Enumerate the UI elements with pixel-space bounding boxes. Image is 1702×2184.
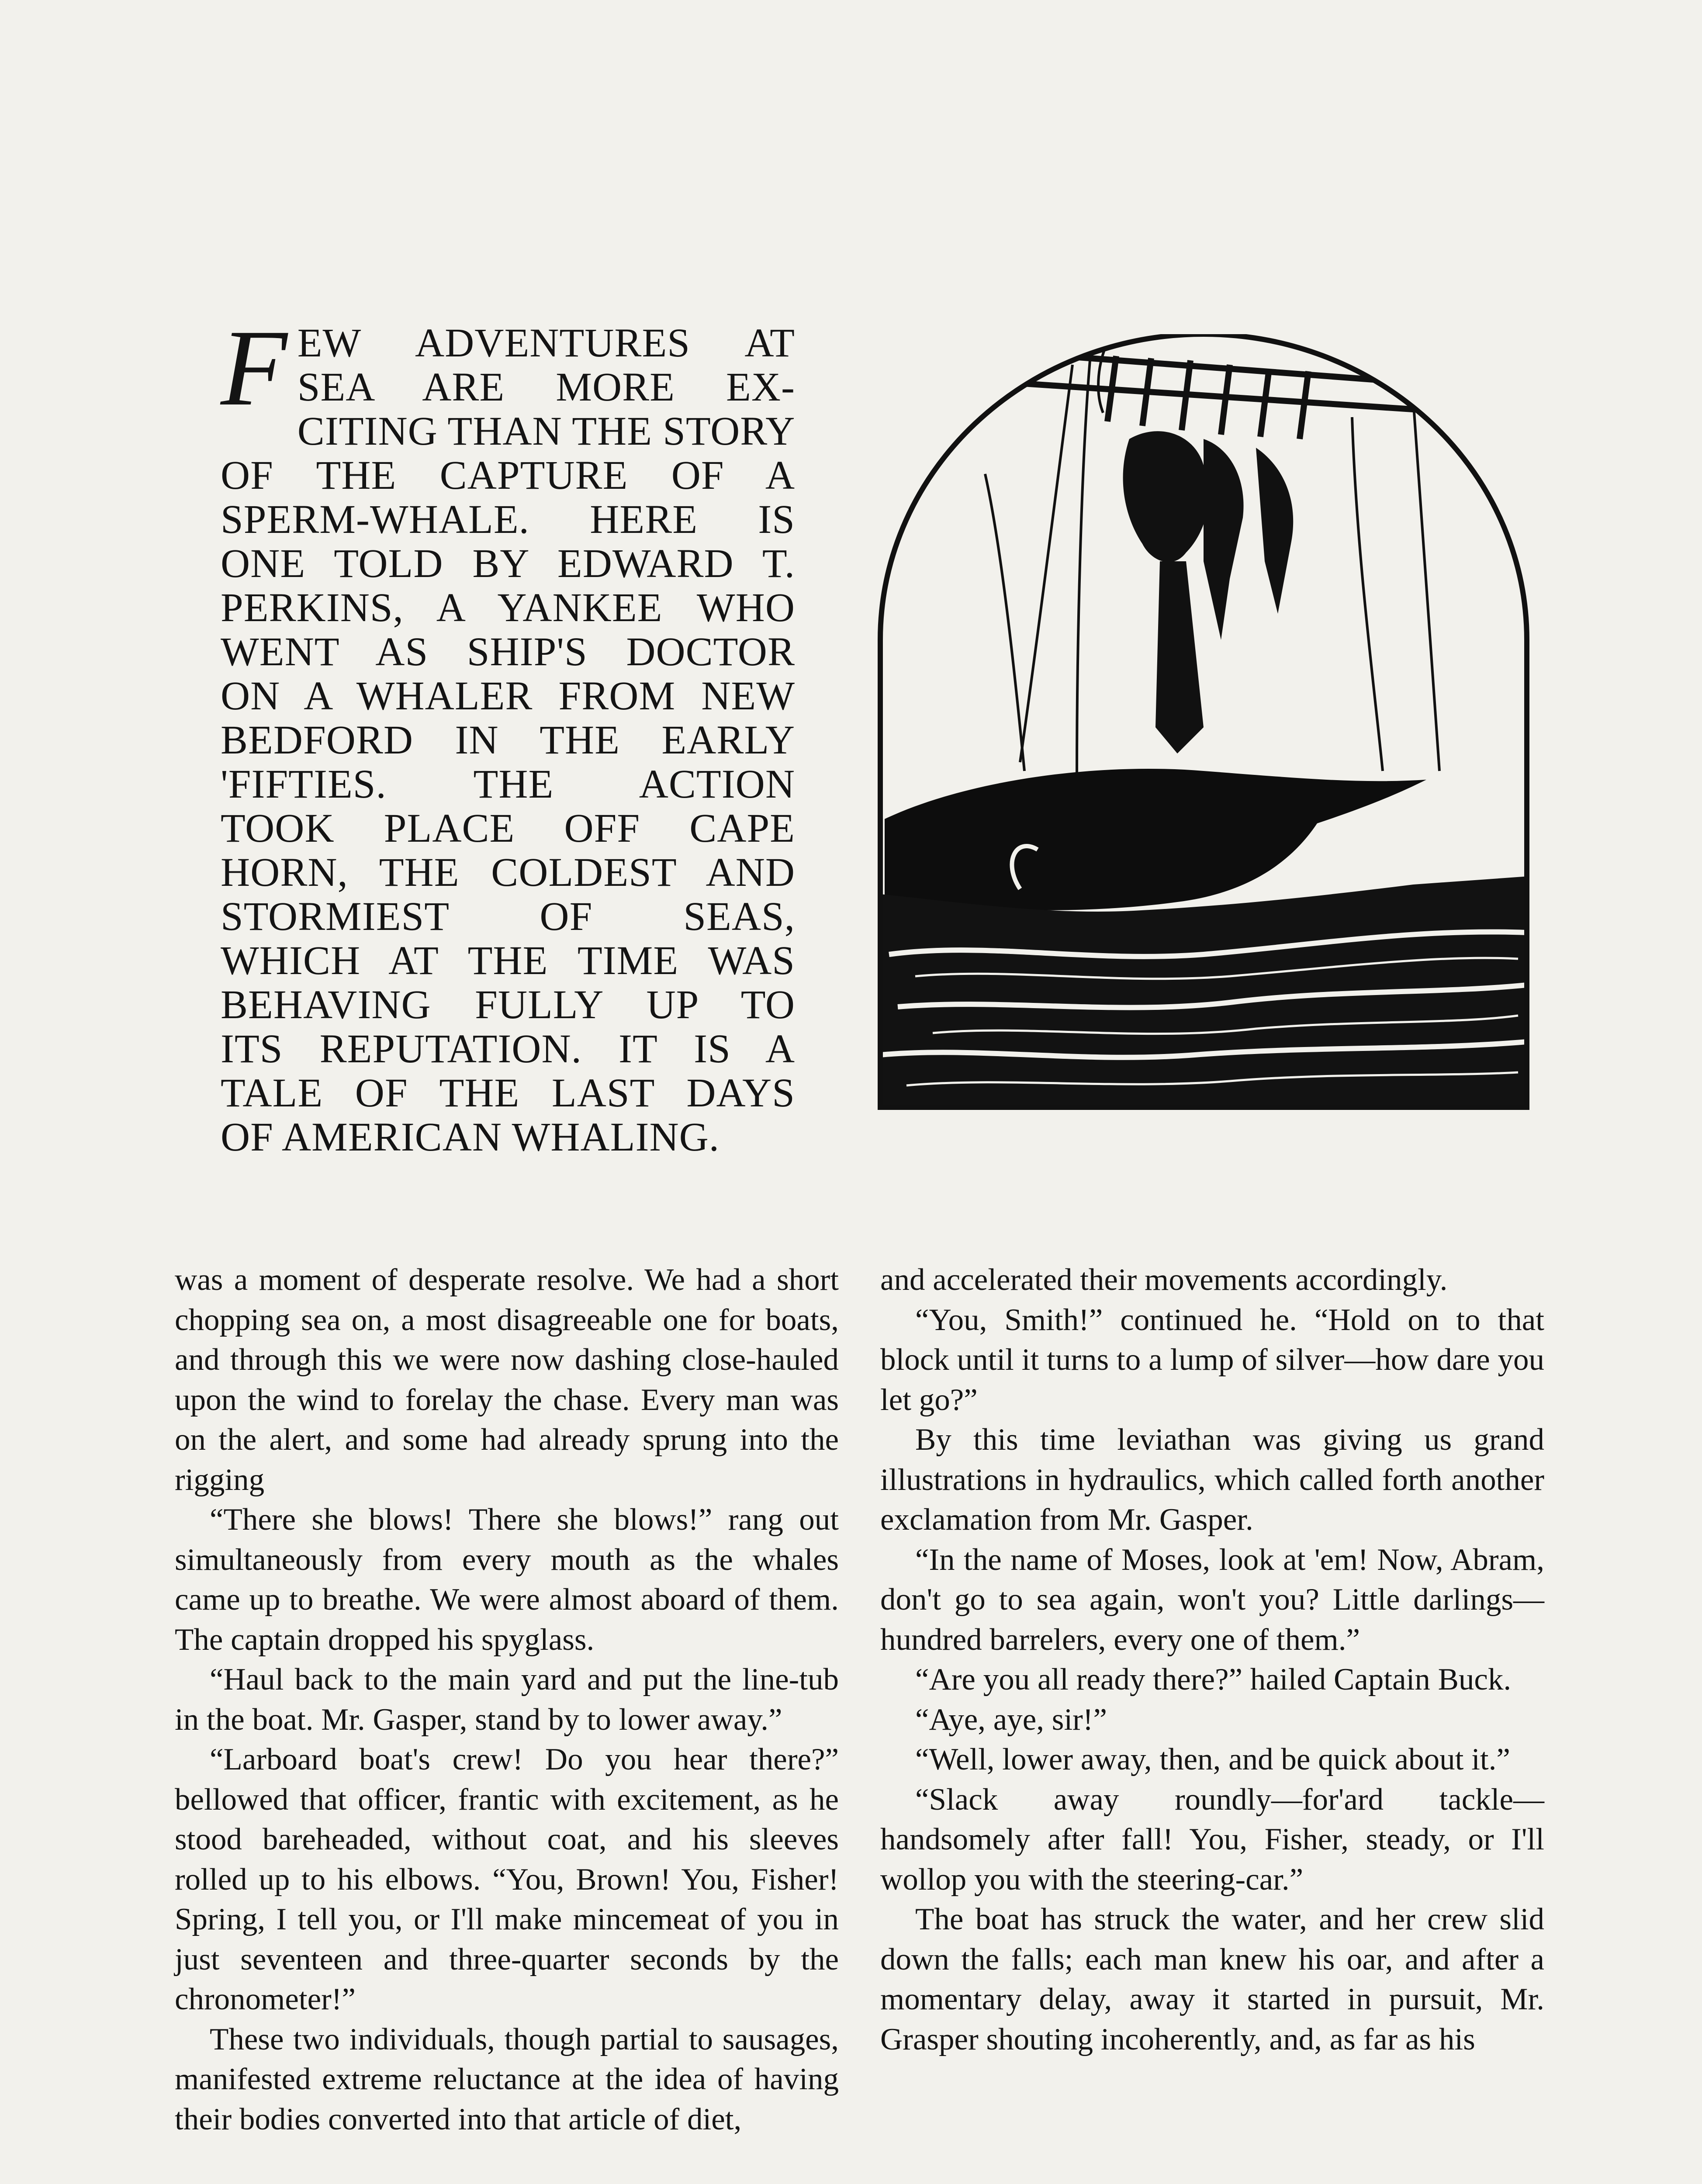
intro-line: TALE OF THE LAST DAYS [221,1071,795,1116]
body-column-right [880,1260,1544,2060]
paragraph: The boat has struck the water, and her crew slid down the falls; each man knew his oar, and after a momentary delay, away it started in pursuit, Mr. Grasper shouting incoherently, and, as far as his [880,1902,1544,2056]
paragraph: “Well, lower away, then, and be quick about it.” [915,1742,1510,1776]
intro-line: BEHAVING FULLY UP TO [221,982,795,1027]
whale-illustration [872,334,1536,1116]
paragraph: and accelerated their movements accordingly. [880,1263,1448,1297]
body-column-left [175,1260,839,2139]
paragraph: “Haul back to the main yard and put the line-tub in the boat. Mr. Gasper, stand by to lower away.” [175,1662,839,1737]
intro-line: WENT AS SHIP'S DOCTOR [221,629,795,674]
paragraph: “You, Smith!” continued he. “Hold on to that block until it turns to a lump of silver—how dare you let go?” [880,1303,1544,1417]
paragraph: “Slack away roundly—for'ard tackle—handsomely after fall! You, Fisher, steady, or I'll wollop you with the steering-car.” [880,1782,1544,1897]
intro-line: SPERM-WHALE. HERE IS [221,497,795,542]
drop-cap-initial: F [221,308,288,429]
intro-line: 'FIFTIES. THE ACTION [221,762,795,807]
paragraph: “Aye, aye, sir!” [915,1702,1107,1737]
intro-line: SEA ARE MORE EX- [297,365,795,410]
intro-line: BEDFORD IN THE EARLY [221,718,795,763]
intro-line: TOOK PLACE OFF CAPE [221,806,795,851]
intro-line: HORN, THE COLDEST AND [221,850,795,895]
intro-line: ONE TOLD BY EDWARD T. [221,541,795,586]
intro-line: PERKINS, A YANKEE WHO [221,585,795,630]
intro-blurb [221,308,796,1160]
paragraph: By this time leviathan was giving us grand illustrations in hydraulics, which called forth another exclamation from Mr. Gasper. [880,1423,1544,1537]
intro-line: ITS REPUTATION. IT IS A [221,1026,795,1071]
paragraph: “Larboard boat's crew! Do you hear there?” bellowed that officer, frantic with excitement, as he stood bareheaded, without coat, and his sleeves rolled up to his elbows. “You, Brown! You, Fisher! Spring, I tell you, or I'll make mincemeat of you in just seventeen and three-quarter seconds by the chronometer!” [175,1742,839,2016]
intro-line: ON A WHALER FROM NEW [221,674,795,719]
intro-line: OF AMERICAN WHALING. [221,1115,720,1160]
intro-line: OF THE CAPTURE OF A [221,453,795,498]
paragraph: “There she blows! There she blows!” rang out simultaneously from every mouth as the whales came up to breathe. We were almost aboard of them. The captain dropped his spyglass. [175,1503,839,1657]
paragraph: “In the name of Moses, look at 'em! Now, Abram, don't go to sea again, won't you? Little darlings—hundred barrelers, every one of them.” [880,1542,1544,1657]
intro-line: WHICH AT THE TIME WAS [221,938,795,983]
intro-line: EW ADVENTURES AT [297,321,795,366]
paragraph: These two individuals, though partial to sausages, manifested extreme reluctance at the idea of having their bodies converted into that article of diet, [175,2022,839,2136]
intro-line: CITING THAN THE STORY [297,409,796,454]
paragraph: was a moment of desperate resolve. We had a short chopping sea on, a most disagreeable one for boats, and through this we were now dashing close-hauled upon the wind to forelay the chase. Every man was on the alert, and some had already sprung into the rigging [175,1263,839,1497]
paragraph: “Are you all ready there?” hailed Captain Buck. [915,1662,1512,1697]
intro-line: STORMIEST OF SEAS, [221,894,795,939]
